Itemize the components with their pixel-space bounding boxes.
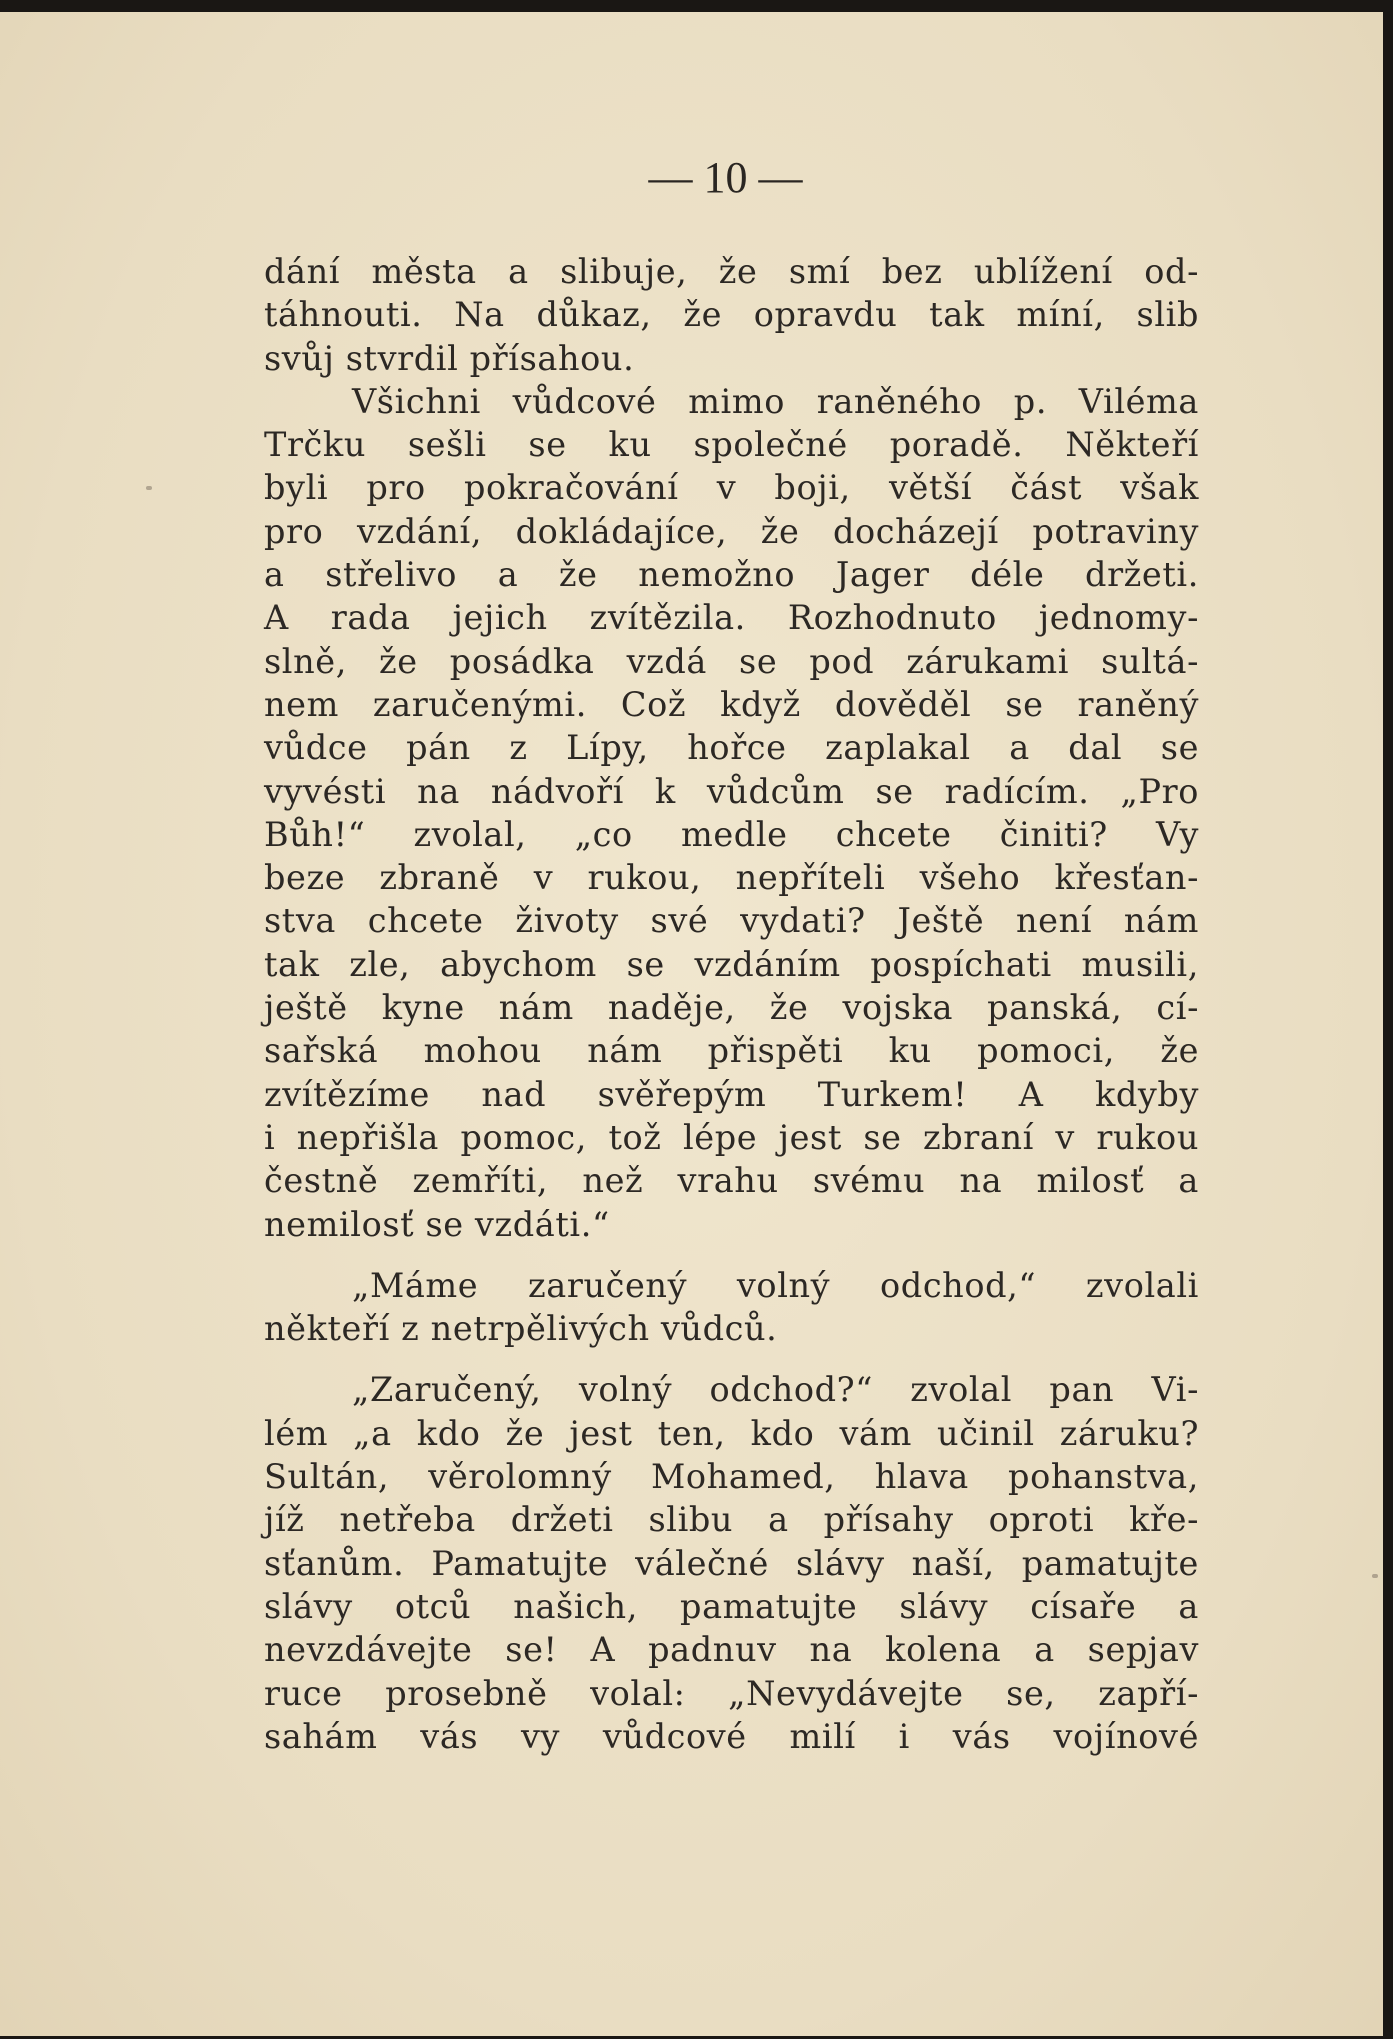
text-line: nevzdávejte se! A padnuv na kolena a sepjav (264, 1630, 1199, 1670)
page-number: — 10 — (648, 153, 803, 202)
text-line: A rada jejich zvítězila. Rozhodnuto jednomy- (264, 598, 1199, 638)
text-line: Trčku sešli se ku společné poradě. Někteří (264, 425, 1199, 465)
paragraph (264, 380, 1199, 1246)
text-line: vyvésti na nádvoří k vůdcům se radícím. „Pro (264, 771, 1199, 811)
book-page (0, 12, 1383, 2036)
text-line: byli pro pokračování v boji, větší část však (264, 468, 1199, 508)
text-line: nemilosť se vzdáti.“ (264, 1204, 610, 1244)
text-line: Sultán, věrolomný Mohamed, hlava pohanstva, (264, 1457, 1199, 1497)
text-line: svůj stvrdil přísahou. (264, 338, 635, 378)
text-line: ruce prosebně volal: „Nevydávejte se, zapří- (264, 1673, 1199, 1713)
paragraph (264, 1264, 1199, 1351)
text-line: slně, že posádka vzdá se pod zárukami sultá- (264, 641, 1199, 681)
text-line: Bůh!“ zvolal, „co medle chcete činiti? Vy (264, 814, 1199, 854)
text-line: pro vzdání, dokládajíce, že docházejí potraviny (264, 511, 1199, 551)
text-line: beze zbraně v rukou, nepříteli všeho křesťan- (264, 858, 1199, 898)
text-line: vůdce pán z Lípy, hořce zaplakal a dal se (264, 728, 1199, 768)
text-line: dání města a slibuje, že smí bez ublížení od- (264, 252, 1199, 291)
paragraph-gap (264, 1246, 1199, 1264)
text-line: táhnouti. Na důkaz, že opravdu tak míní, slib (264, 295, 1199, 335)
text-line: „Zaručený, volný odchod?“ zvolal pan Vi- (352, 1370, 1199, 1410)
text-line: nem zaručenými. Což když dověděl se raněný (264, 684, 1199, 724)
text-line: sťanům. Pamatujte válečné slávy naší, pamatujte (264, 1543, 1199, 1583)
text-line: sařská mohou nám přispěti ku pomoci, že (264, 1031, 1199, 1071)
text-line: zvítězíme nad svěřepým Turkem! A kdyby (264, 1074, 1199, 1114)
body-text (264, 250, 1199, 1758)
text-line: stva chcete životy své vydati? Ještě není nám (264, 901, 1199, 941)
paper-speck (146, 486, 152, 490)
text-line: někteří z netrpělivých vůdců. (264, 1309, 778, 1349)
text-line: a střelivo a že nemožno Jager déle držeti. (264, 555, 1199, 595)
text-line: tak zle, abychom se vzdáním pospíchati musili, (264, 944, 1199, 984)
paragraph (264, 250, 1199, 380)
text-line: čestně zemříti, než vrahu svému na milosť a (264, 1161, 1199, 1201)
text-line: ještě kyne nám naděje, že vojska panská, cí- (264, 988, 1199, 1028)
text-line: jíž netřeba držeti slibu a přísahy oproti kře- (264, 1500, 1199, 1540)
text-line: i nepřišla pomoc, tož lépe jest se zbraní v rukou (264, 1117, 1199, 1157)
paper-speck (1372, 1574, 1378, 1578)
text-line: lém „a kdo že jest ten, kdo vám učinil záruku? (264, 1413, 1199, 1453)
text-line: sahám vás vy vůdcové milí i vás vojínové (264, 1716, 1199, 1756)
text-line: „Máme zaručený volný odchod,“ zvolali (352, 1265, 1199, 1305)
paragraph-gap (264, 1350, 1199, 1368)
text-line: Všichni vůdcové mimo raněného p. Viléma (352, 381, 1199, 421)
paragraph (264, 1368, 1199, 1758)
text-line: slávy otců našich, pamatujte slávy císaře a (264, 1586, 1199, 1626)
